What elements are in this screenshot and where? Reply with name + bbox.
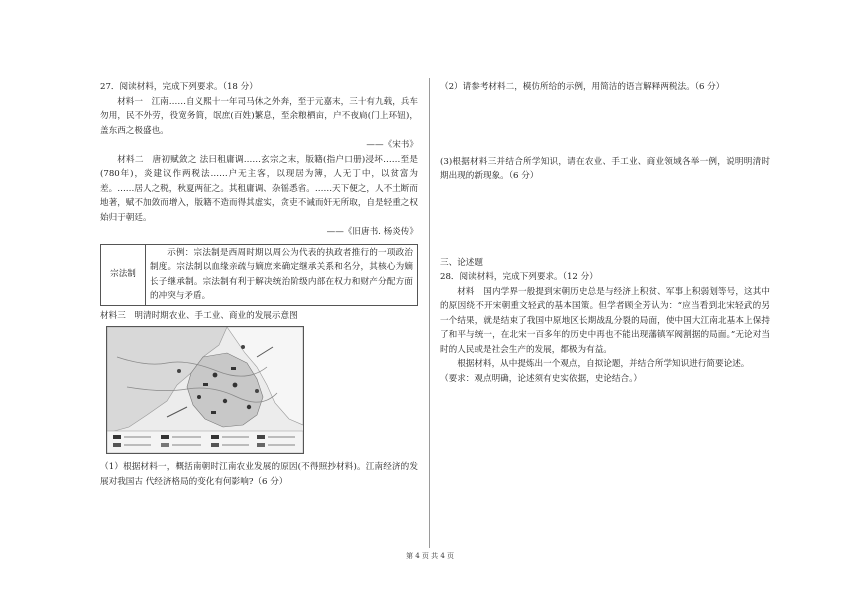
- material-28: 材料 国内学界一般提到宋朝历史总是与经济上积贫、军事上积弱划等号，这其中的原因绕不开宋朝重文轻武的基本国策。但学者顾全芳认为：“应当看到北宋轻武的另一个结果，就是结束了我国中原地区长期战乱分裂的局面，使中国大江南北基本上保持了和平与统一，在北宋一百多年的历史中再也不能出现藩镇军阀割据的局面。”无论对当时的人民或是社会生产的发展，都极为有益。: [440, 286, 770, 355]
- example-table: [100, 244, 418, 306]
- ming-qing-economy-map: [106, 326, 304, 454]
- question-3: (3)根据材料三并结合所学知识，请在农业、手工业、商业领域各举一例，说明明清时期出现的新现象。（6 分）: [440, 156, 770, 181]
- material-1: 材料一 江南……自义熙十一年司马休之外奔，至于元嘉末，三十有九载，兵车勿用，民不外劳，役宽务简，氓庶(百姓)繁息，至余粮栖亩，户不夜扃(门上环钮)，盖东西之极盛也。: [100, 96, 418, 136]
- map-image: [107, 327, 303, 453]
- question-1: （1）根据材料一，概括南朝时江南农业发展的原因(不得照抄材料)。江南经济的发展对我国古 代经济格局的变化有何影响?（6 分）: [100, 462, 418, 487]
- requirements-text: （要求：观点明确，论述须有史实依据，史论结合。）: [440, 373, 642, 384]
- section-title: 三、论述题: [440, 257, 483, 268]
- right-column: [440, 80, 770, 386]
- task-text: 根据材料，从中提炼出一个观点，自拟论题，并结合所学知识进行简要论述。: [457, 359, 750, 369]
- example-table-text: 示例：宗法制是西周时期以周公为代表的执政者推行的一项政治制度。宗法制以血缘亲疏与嫡庶来确定继承关系和名分，其核心为嫡长子继承制。宗法制有利于解决统治阶级内部在权力和财产分配方面的冲突与矛盾。: [150, 247, 413, 301]
- q28-title: 28．阅读材料，完成下列要求。（12 分）: [440, 272, 598, 282]
- example-table-label: 宗法制: [101, 245, 146, 305]
- page-footer: 第 4 页 共 4 页: [405, 552, 455, 560]
- material-2-source: ——《旧唐书. 杨炎传》: [326, 227, 418, 237]
- q27-title: 27．阅读材料，完成下列要求。（18 分）: [100, 82, 258, 92]
- material-2: 材料二 唐初赋敛之 法曰租庸调……玄宗之末，版籍(指户口册)浸坏……至是(780年)，炎建议作两税法……户无主客，以现居为簿，人无丁中，以贫富为差。……居人之税，秋夏两征之。其租庸调、杂徭悉省。……天下便之，人不土断而地著，赋不加敛而增入，版籍不造而得其虚实，贪吏不诫而奸无所取，自是轻重之权始归于朝廷。: [100, 154, 418, 223]
- material-1-source: ——《宋书》: [366, 140, 418, 150]
- question-2: （2）请参考材料二，模仿所给的示例，用简洁的语言解释两税法。（6 分）: [440, 82, 725, 92]
- left-column: [100, 80, 418, 489]
- column-divider: [429, 78, 430, 548]
- material-3-title: 材料三 明清时期农业、手工业、商业的发展示意图: [100, 310, 298, 321]
